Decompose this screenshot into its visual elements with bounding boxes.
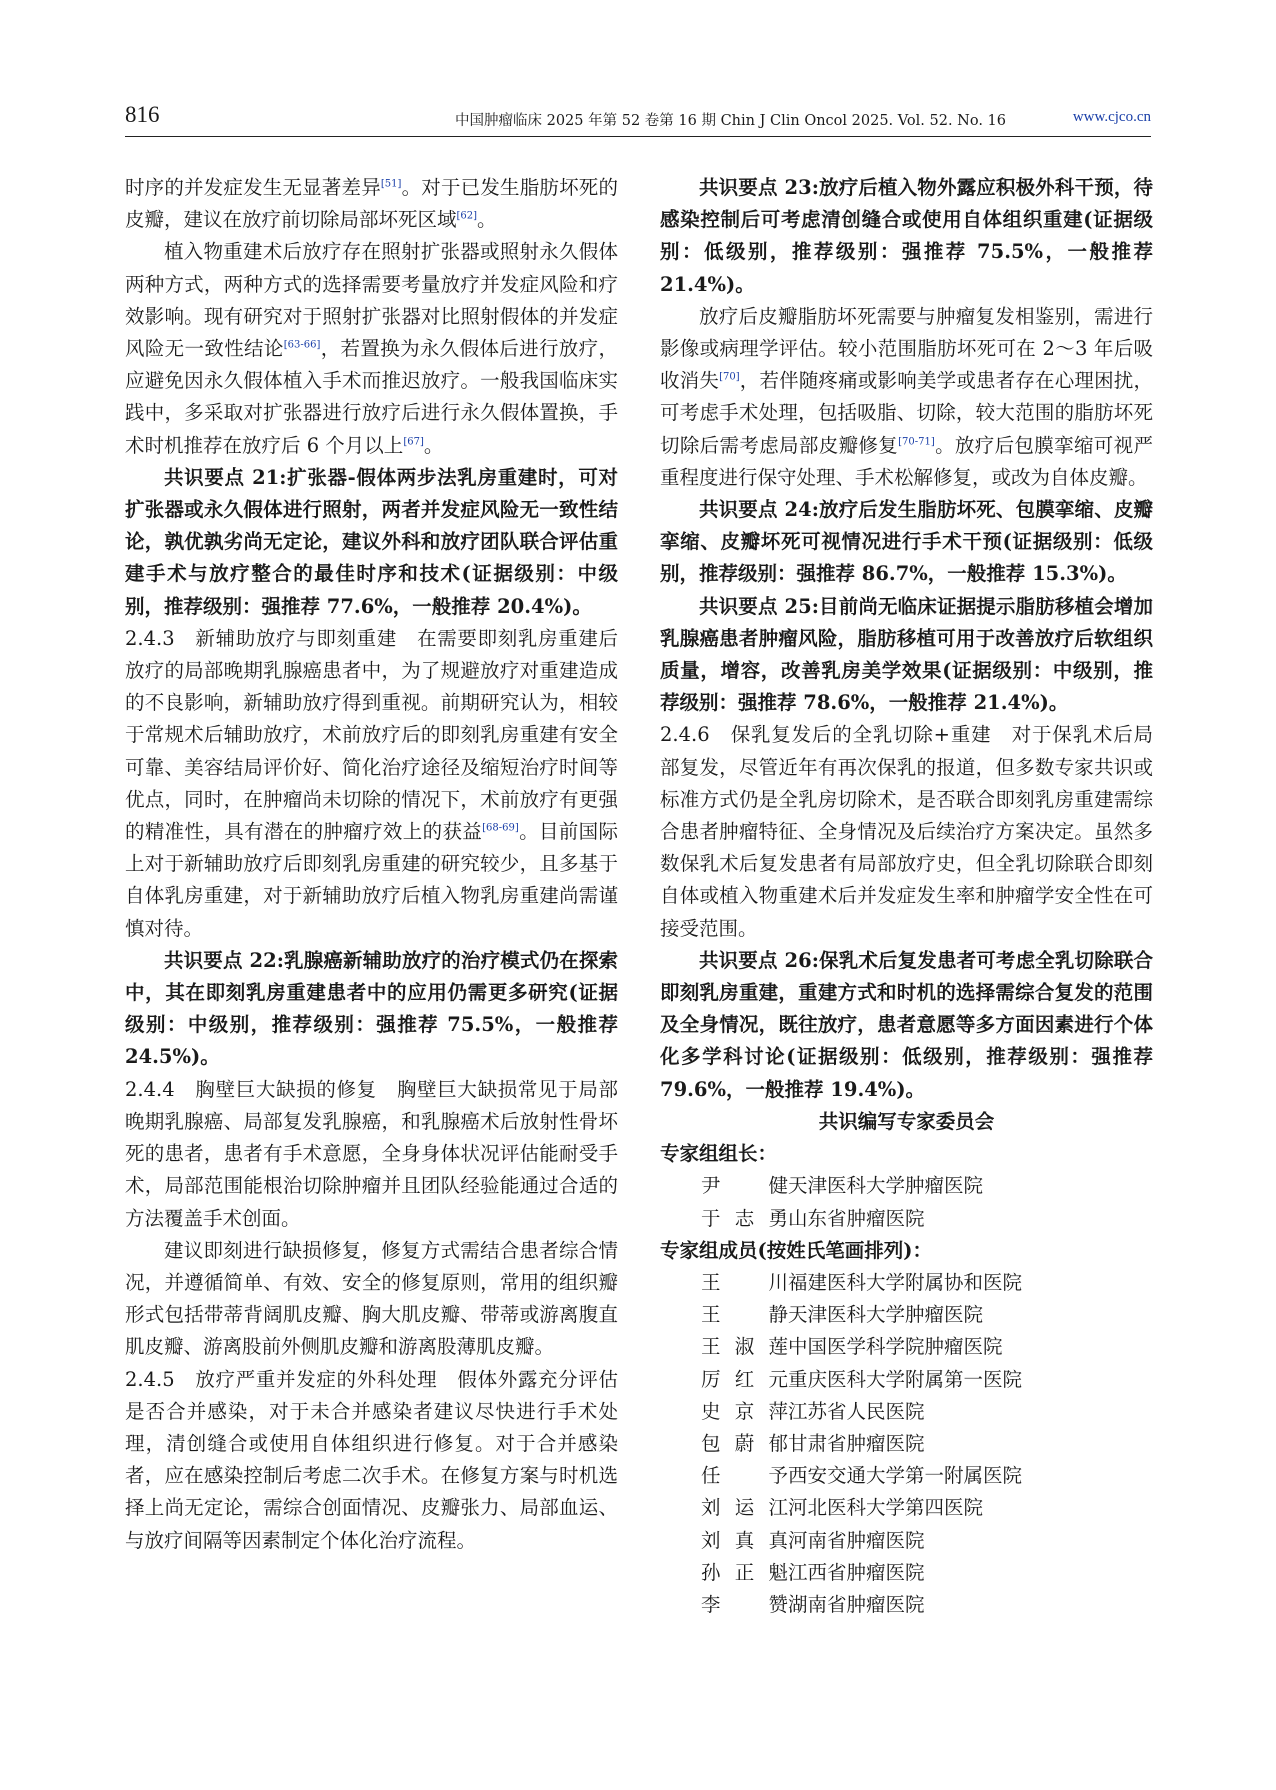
list-item: 于志勇 山东省肿瘤医院 <box>701 1206 925 1230</box>
paragraph: 植入物重建术后放疗存在照射扩张器或照射永久假体两种方式，两种方式的选择需要考量放疗并发症风险和疗效影响。现有研究对于照射扩张器对比照射假体的并发症风险无一致性结论[63-66]，若置换为永久假体后进行放疗，应避免因永久假体植入手术而推迟放疗。一般我国临床实践中，多采取对扩张器进行放疗后进行永久假体置换，手术时机推荐在放疗后 6 个月以上[67]。 <box>125 240 618 457</box>
leaders-label: 专家组组长： <box>660 1142 778 1166</box>
list-item: 包蔚郁 甘肃省肿瘤医院 <box>701 1431 925 1455</box>
citation-ref[interactable]: [62] <box>456 210 478 222</box>
citation-ref[interactable]: [51] <box>380 178 402 190</box>
list-item: 刘运江 河北医科大学第四医院 <box>701 1496 984 1520</box>
citation-ref[interactable]: [67] <box>403 436 424 448</box>
list-item: 王 川 福建医科大学附属协和医院 <box>701 1270 1023 1294</box>
section-2-4-5: 2.4.5 放疗严重并发症的外科处理 假体外露充分评估是否合并感染，对于未合并感染者建议尽快进行手术处理，清创缝合或使用自体组织进行修复。对于合并感染者，应在感染控制后考虑二次手术。在修复方案与时机选择上尚无定论，需综合创面情况、皮瓣张力、局部血运、与放疗间隔等因素制定个体化治疗流程。 <box>125 1367 618 1552</box>
list-item: 刘真真 河南省肿瘤医院 <box>701 1528 925 1552</box>
journal-website[interactable]: www.cjco.cn <box>1072 109 1151 125</box>
list-item: 史京萍 江苏省人民医院 <box>701 1399 925 1423</box>
section-2-4-3: 2.4.3 新辅助放疗与即刻重建 在需要即刻乳房重建后放疗的局部晚期乳腺癌患者中，为了规避放疗对重建造成的不良影响，新辅助放疗得到重视。前期研究认为，相较于常规术后辅助放疗，术前放疗后的即刻乳房重建有安全可靠、美容结局评价好、简化治疗途径及缩短治疗时间等优点，同时，在肿瘤尚未切除的情况下，术前放疗有更强的精准性，具有潜在的肿瘤疗效上的获益[68-69]。目前国际上对于新辅助放疗后即刻乳房重建的研究较少，且多基于自体乳房重建，对于新辅助放疗后植入物乳房重建尚需谨慎对待。 <box>125 626 618 940</box>
citation-ref[interactable]: [63-66] <box>283 339 321 351</box>
citation-ref[interactable]: [70] <box>719 371 740 383</box>
consensus-point-25: 共识要点 25:目前尚无临床证据提示脂肪移植会增加乳腺癌患者肿瘤风险，脂肪移植可用于改善放疗后软组织质量，增容，改善乳房美学效果(证据级别：中级别，推荐级别：强推荐 78.6%，一般推荐 21.4%)。 <box>660 594 1153 715</box>
paragraph: 建议即刻进行缺损修复，修复方式需结合患者综合情况，并遵循简单、有效、安全的修复原则，常用的组织瓣形式包括带蒂背阔肌皮瓣、胸大肌皮瓣、带蒂或游离腹直肌皮瓣、游离股前外侧肌皮瓣和游离股薄肌皮瓣。 <box>125 1238 618 1359</box>
paragraph: 时序的并发症发生无显著差异[51]。对于已发生脂肪坏死的皮瓣，建议在放疗前切除局部坏死区域[62]。 <box>125 176 618 232</box>
list-item: 孙正魁 江西省肿瘤医院 <box>701 1560 925 1584</box>
right-column <box>660 172 1153 1621</box>
page-number: 816 <box>125 102 160 127</box>
leaders-list <box>660 1170 1153 1234</box>
list-item: 尹 健 天津医科大学肿瘤医院 <box>701 1174 984 1198</box>
consensus-point-23: 共识要点 23:放疗后植入物外露应积极外科干预，待感染控制后可考虑清创缝合或使用自体组织重建(证据级别：低级别，推荐级别：强推荐 75.5%，一般推荐 21.4%)。 <box>660 176 1153 296</box>
section-2-4-4: 2.4.4 胸壁巨大缺损的修复 胸壁巨大缺损常见于局部晚期乳腺癌、局部复发乳腺癌，和乳腺癌术后放射性骨坏死的患者，患者有手术意愿，全身身体状况评估能耐受手术，局部范围能根治切除肿瘤并且团队经验能通过合适的方法覆盖手术创面。 <box>125 1077 618 1230</box>
list-item: 王淑莲 中国医学科学院肿瘤医院 <box>701 1335 1003 1359</box>
list-item: 厉红元 重庆医科大学附属第一医院 <box>701 1367 1023 1391</box>
citation-ref[interactable]: [68-69] <box>482 822 519 834</box>
members-label: 专家组成员(按姓氏笔画排列)： <box>660 1238 932 1262</box>
list-item: 王 静 天津医科大学肿瘤医院 <box>701 1303 984 1327</box>
journal-citation: 中国肿瘤临床 2025 年第 52 卷第 16 期 Chin J Clin Oncol 2025. Vol. 52. No. 16 <box>455 113 1006 129</box>
list-item: 李 赞 湖南省肿瘤医院 <box>701 1592 925 1616</box>
left-column <box>125 172 618 1557</box>
consensus-point-26: 共识要点 26:保乳术后复发患者可考虑全乳切除联合即刻乳房重建，重建方式和时机的选择需综合复发的范围及全身情况，既往放疗，患者意愿等多方面因素进行个体化多学科讨论(证据级别：低级别，推荐级别：强推荐 79.6%，一般推荐 19.4%)。 <box>660 948 1153 1101</box>
section-2-4-6: 2.4.6 保乳复发后的全乳切除+重建 对于保乳术后局部复发，尽管近年有再次保乳的报道，但多数专家共识或标准方式仍是全乳房切除术，是否联合即刻乳房重建需综合患者肿瘤特征、全身情况及后续治疗方案决定。虽然多数保乳术后复发患者有局部放疗史，但全乳切除联合即刻自体或植入物重建术后并发症发生率和肿瘤学安全性在可接受范围。 <box>660 723 1153 940</box>
members-list <box>660 1267 1153 1621</box>
paragraph: 放疗后皮瓣脂肪坏死需要与肿瘤复发相鉴别，需进行影像或病理学评估。较小范围脂肪坏死可在 2～3 年后吸收消失[70]，若伴随疼痛或影响美学或患者存在心理困扰，可考虑手术处理，包括吸脂、切除，较大范围的脂肪坏死切除后需考虑局部皮瓣修复[70-71]。放疗后包膜挛缩可视严重程度进行保守处理、手术松解修复，或改为自体皮瓣。 <box>660 304 1153 489</box>
citation-ref[interactable]: [70-71] <box>898 436 935 448</box>
page-header <box>125 100 1151 137</box>
consensus-point-21: 共识要点 21:扩张器-假体两步法乳房重建时，可对扩张器或永久假体进行照射，两者并发症风险无一致性结论，孰优孰劣尚无定论，建议外科和放疗团队联合评估重建手术与放疗整合的最佳时序和技术(证据级别：中级别，推荐级别：强推荐 77.6%，一般推荐 20.4%)。 <box>125 465 618 618</box>
committee-title: 共识编写专家委员会 <box>818 1109 995 1133</box>
consensus-point-22: 共识要点 22:乳腺癌新辅助放疗的治疗模式仍在探索中，其在即刻乳房重建患者中的应用仍需更多研究(证据级别：中级别，推荐级别：强推荐 75.5%，一般推荐 24.5%)。 <box>125 948 618 1069</box>
list-item: 任 予 西安交通大学第一附属医院 <box>701 1464 1023 1488</box>
consensus-point-24: 共识要点 24:放疗后发生脂肪坏死、包膜挛缩、皮瓣挛缩、皮瓣坏死可视情况进行手术干预(证据级别：低级别，推荐级别：强推荐 86.7%，一般推荐 15.3%)。 <box>660 498 1153 586</box>
